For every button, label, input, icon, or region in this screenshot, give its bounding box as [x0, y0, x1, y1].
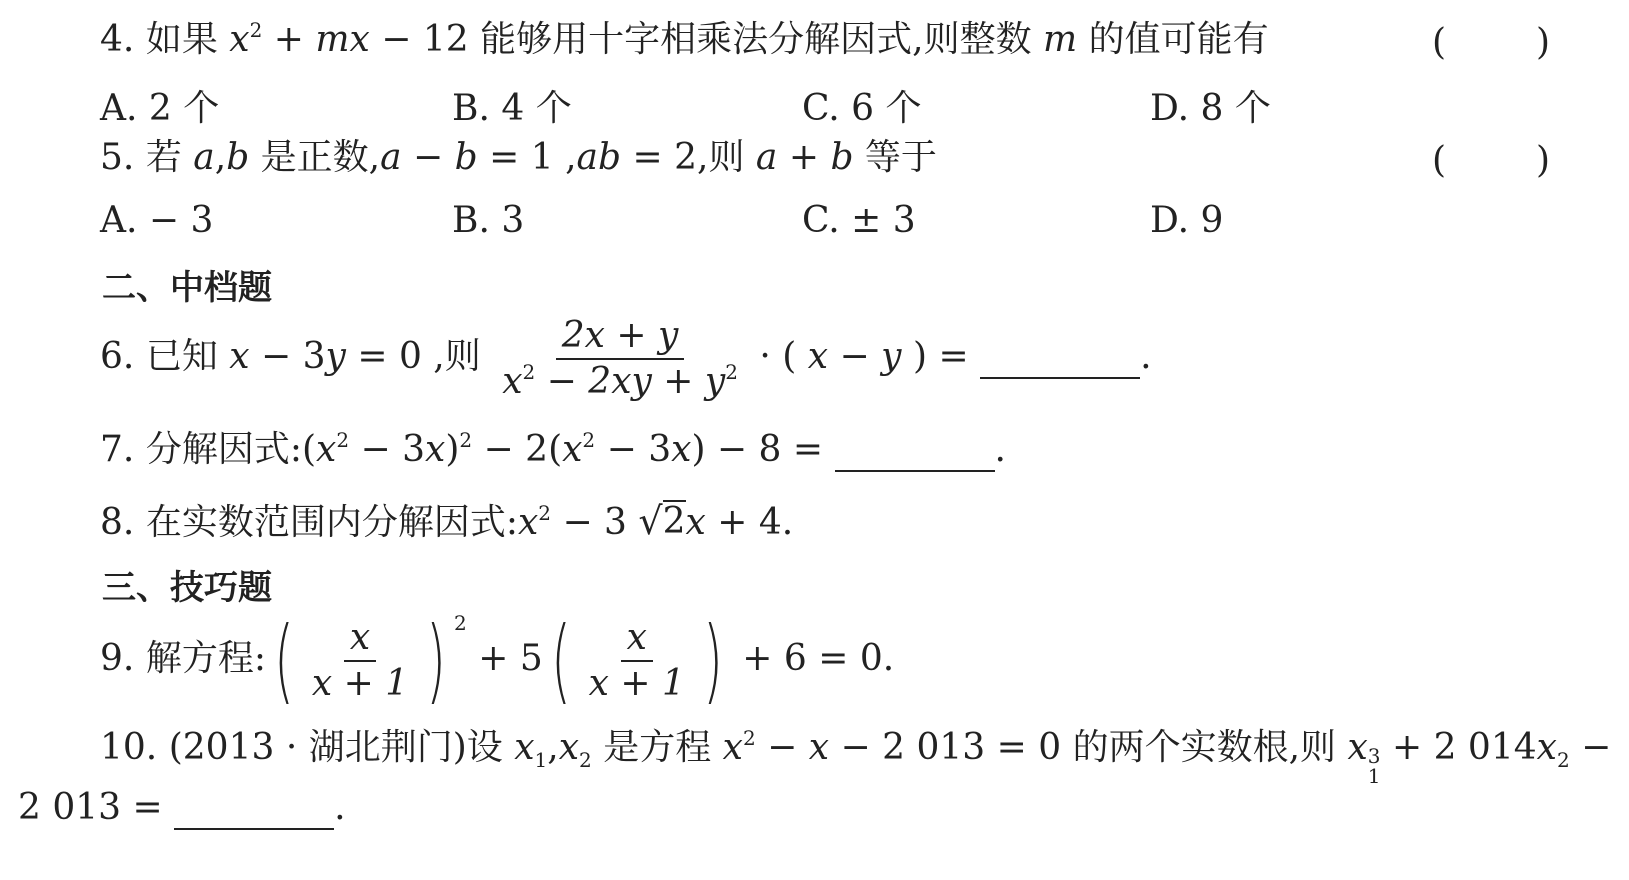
question-4: 4. 如果 $x^2$ + mx − 12 能够用十字相乘法分解因式,则整数 m 的值可能有	[100, 18, 1269, 60]
question-10-continued: 2 013 = .	[18, 787, 346, 828]
choice-b: B. 3	[452, 200, 525, 241]
answer-bracket-open: (	[1432, 22, 1447, 63]
right-paren: )	[426, 607, 446, 714]
question-5: 5. 若 a,b 是正数,a − b = 1 ,ab = 2,则 a + b 等于	[100, 137, 937, 178]
question-number: 9.	[100, 638, 135, 679]
section-heading-skill: 三、技巧题	[102, 568, 272, 608]
choice-c: C. 6 个	[802, 88, 922, 129]
answer-bracket-close: )	[1536, 22, 1551, 63]
fraction	[583, 617, 691, 704]
choice-b: B. 4 个	[452, 88, 572, 129]
sup-sub-stack: 3 1	[1367, 744, 1381, 788]
answer-blank[interactable]	[174, 792, 334, 830]
left-paren: (	[550, 607, 571, 714]
question-number: 8.	[100, 502, 135, 543]
choice-a: A. − 3	[100, 200, 214, 241]
question-number: 6.	[100, 336, 135, 377]
fraction-numerator: 2x + y	[556, 318, 685, 360]
fraction-numerator: x	[344, 620, 376, 662]
choice-d: D. 8 个	[1150, 88, 1271, 129]
fraction	[306, 617, 414, 704]
choice-a: A. 2 个	[100, 88, 220, 129]
question-number: 10.	[100, 727, 158, 768]
question-8: 8. 在实数范围内分解因式$:x^2 - 3$ √ 2 x + 4.	[100, 499, 794, 543]
question-number: 5.	[100, 137, 135, 178]
question-7: 7. 分解因式$:(x^2 - 3x)^2 - 2(x^2 - 3x) - 8$ = .	[100, 428, 1006, 470]
question-6: 6. 已知 x − 3y = 0 ,则 $\frac{2x + y}{x^2 - 2xy + y^2}$ · ( x − y ) = .	[100, 315, 1152, 402]
fraction-denominator: $x^2 - 2xy + y^2$	[502, 360, 738, 402]
answer-blank[interactable]	[980, 341, 1140, 379]
section-heading-medium: 二、中档题	[102, 268, 272, 308]
fraction	[496, 315, 744, 402]
answer-bracket-close: )	[1536, 140, 1551, 181]
square-root: √ 2	[638, 499, 686, 543]
answer-bracket-open: (	[1432, 140, 1447, 181]
answer-blank[interactable]	[835, 434, 995, 472]
question-number: 7.	[100, 429, 135, 470]
left-paren: (	[274, 607, 294, 714]
right-paren: )	[702, 607, 723, 714]
choice-d: D. 9	[1150, 200, 1224, 241]
fraction-denominator: x + 1	[588, 663, 685, 704]
question-10: 10. (2013 · 湖北荆门)设 $x_1,x_2$ 是方程 $x^2 - x - 2$ 013 = 0 的两个实数根,则 x 3 1 + 2 $014x_2$ −	[100, 726, 1612, 788]
choice-c: C. ± 3	[802, 200, 916, 241]
question-9: 9. 解方程:( $\frac{x}{x + 1}$ ) $^2$ + 5( $\frac{x}{x + 1}$ ) + 6 = 0.	[100, 607, 895, 714]
fraction-numerator: x	[621, 620, 653, 662]
question-number: 4.	[100, 19, 135, 60]
fraction-denominator: x + 1	[311, 663, 409, 704]
